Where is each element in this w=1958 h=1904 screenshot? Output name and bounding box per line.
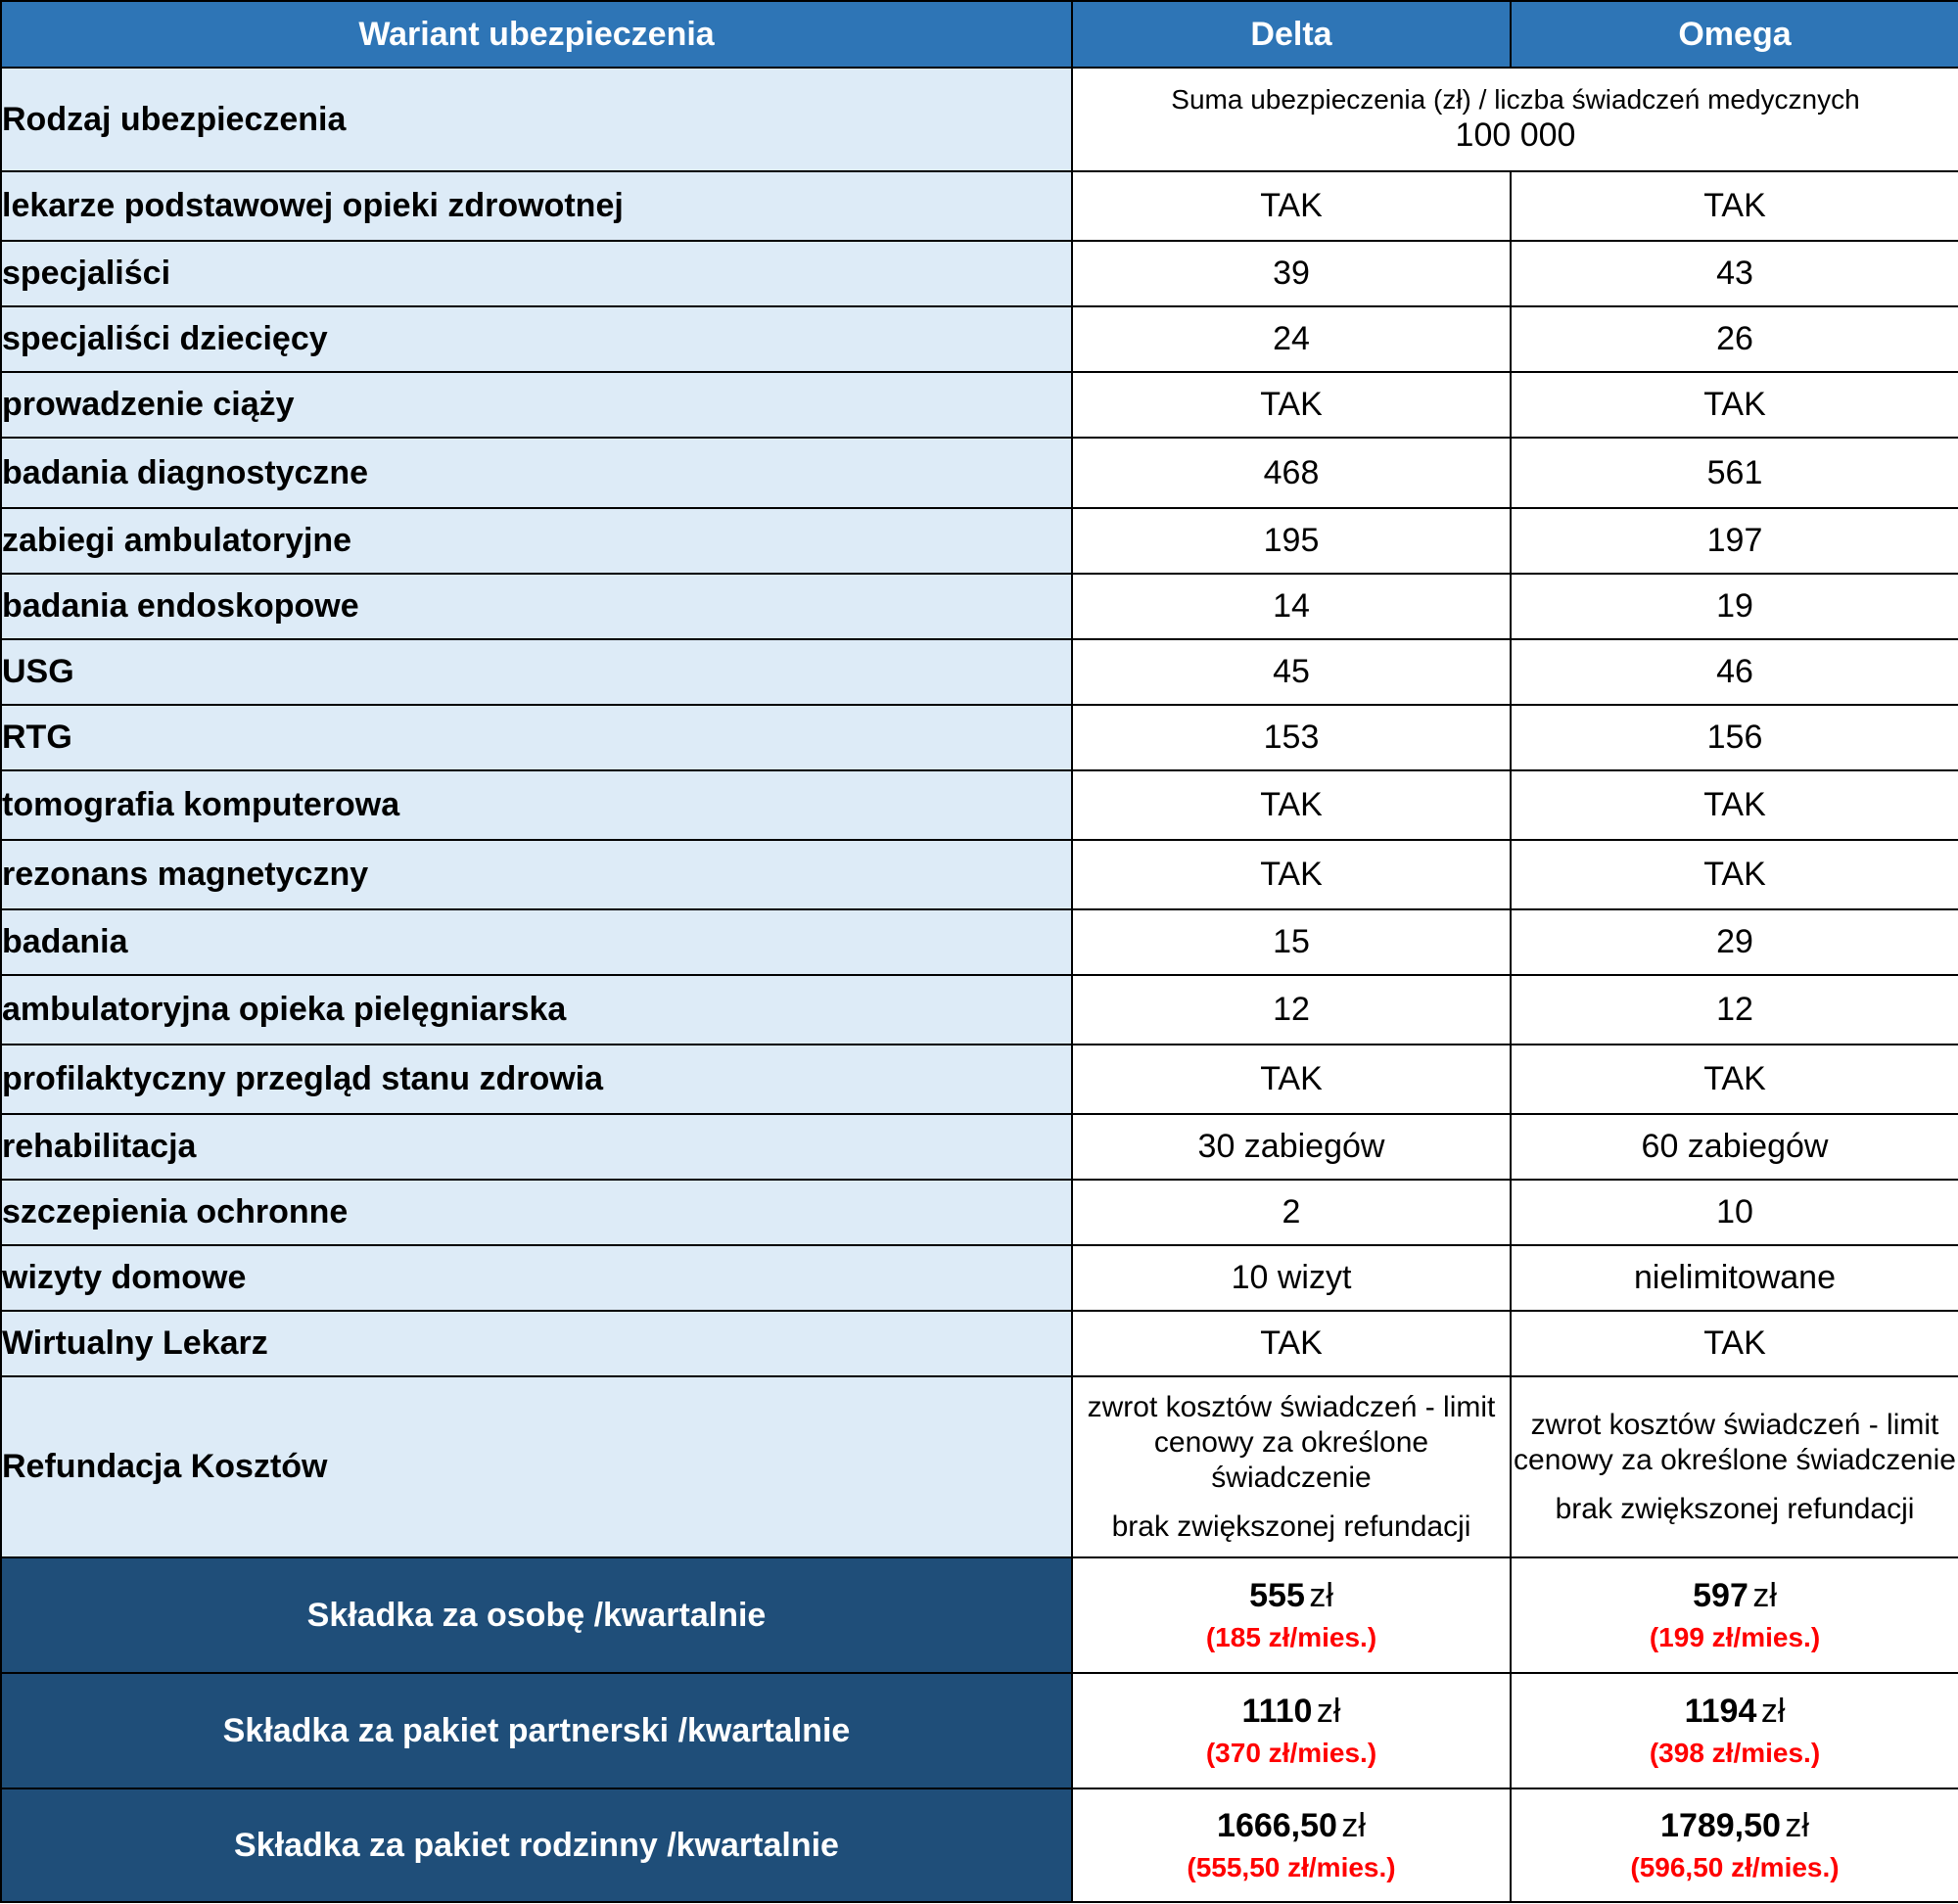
refund-row — [1, 1376, 1958, 1557]
delta-value: 153 — [1072, 705, 1511, 770]
premium-label: Składka za pakiet rodzinny /kwartalnie — [1, 1788, 1072, 1902]
premium-label: Składka za osobę /kwartalnie — [1, 1557, 1072, 1673]
omega-value: TAK — [1511, 372, 1958, 438]
delta-value: 2 — [1072, 1180, 1511, 1245]
omega-refund — [1511, 1376, 1958, 1557]
omega-value: TAK — [1511, 171, 1958, 241]
omega-value: 197 — [1511, 508, 1958, 574]
table-row — [1, 508, 1958, 574]
header-row — [1, 1, 1958, 68]
omega-value: TAK — [1511, 1311, 1958, 1376]
monthly-amount: (555,50 zł/mies.) — [1187, 1852, 1396, 1883]
delta-value: 24 — [1072, 306, 1511, 372]
row-label: prowadzenie ciąży — [1, 372, 1072, 438]
premium-amount: 1789,50 — [1660, 1807, 1781, 1845]
table-row — [1, 975, 1958, 1045]
row-label: specjaliści — [1, 241, 1072, 306]
table-row — [1, 909, 1958, 975]
row-label: badania diagnostyczne — [1, 438, 1072, 508]
row-label: rehabilitacja — [1, 1114, 1072, 1180]
table-row — [1, 438, 1958, 508]
omega-value: 12 — [1511, 975, 1958, 1045]
premium-row — [1, 1557, 1958, 1673]
premium-row — [1, 1788, 1958, 1902]
table-row — [1, 705, 1958, 770]
header-variant: Wariant ubezpieczenia — [1, 1, 1072, 68]
monthly-amount: (199 zł/mies.) — [1649, 1622, 1821, 1653]
monthly-amount: (370 zł/mies.) — [1205, 1738, 1377, 1769]
row-label: zabiegi ambulatoryjne — [1, 508, 1072, 574]
monthly-amount: (398 zł/mies.) — [1649, 1738, 1821, 1769]
omega-value: 60 zabiegów — [1511, 1114, 1958, 1180]
delta-value: TAK — [1072, 770, 1511, 840]
delta-value: TAK — [1072, 171, 1511, 241]
omega-value: 43 — [1511, 241, 1958, 306]
currency-label: zł — [1309, 1577, 1333, 1615]
row-label: lekarze podstawowej opieki zdrowotnej — [1, 171, 1072, 241]
omega-value: 156 — [1511, 705, 1958, 770]
delta-value: 195 — [1072, 508, 1511, 574]
premium-amount: 1666,50 — [1217, 1807, 1337, 1845]
table-row — [1, 241, 1958, 306]
row-label: Rodzaj ubezpieczenia — [1, 68, 1072, 171]
refund-note: brak zwiększonej refundacji — [1555, 1492, 1915, 1525]
currency-label: zł — [1752, 1577, 1777, 1615]
omega-value: 29 — [1511, 909, 1958, 975]
delta-refund — [1072, 1376, 1511, 1557]
delta-value: 39 — [1072, 241, 1511, 306]
delta-value: 12 — [1072, 975, 1511, 1045]
row-label: profilaktyczny przegląd stanu zdrowia — [1, 1045, 1072, 1114]
table-row — [1, 1245, 1958, 1311]
table-row — [1, 306, 1958, 372]
premium-amount: 1110 — [1241, 1693, 1313, 1731]
omega-value: 19 — [1511, 574, 1958, 639]
insurance-type-row — [1, 68, 1958, 171]
omega-premium — [1511, 1557, 1958, 1673]
row-label: rezonans magnetyczny — [1, 840, 1072, 909]
currency-label: zł — [1760, 1693, 1786, 1731]
delta-value: 15 — [1072, 909, 1511, 975]
table-row — [1, 372, 1958, 438]
table-row — [1, 1114, 1958, 1180]
monthly-amount: (185 zł/mies.) — [1205, 1622, 1377, 1653]
row-label: tomografia komputerowa — [1, 770, 1072, 840]
refund-description: zwrot kosztów świadczeń - limit cenowy za określone świadczenie — [1514, 1408, 1956, 1476]
delta-premium — [1072, 1788, 1511, 1902]
table-row — [1, 1180, 1958, 1245]
refund-note: brak zwiększonej refundacji — [1111, 1509, 1471, 1543]
row-label: wizyty domowe — [1, 1245, 1072, 1311]
table-row — [1, 1311, 1958, 1376]
delta-value: TAK — [1072, 1311, 1511, 1376]
delta-value: 10 wizyt — [1072, 1245, 1511, 1311]
omega-value: 46 — [1511, 639, 1958, 705]
omega-value: TAK — [1511, 840, 1958, 909]
row-label: RTG — [1, 705, 1072, 770]
currency-label: zł — [1341, 1807, 1366, 1845]
premium-label: Składka za pakiet partnerski /kwartalnie — [1, 1673, 1072, 1788]
omega-value: 10 — [1511, 1180, 1958, 1245]
omega-value: TAK — [1511, 770, 1958, 840]
delta-value: TAK — [1072, 840, 1511, 909]
row-label: USG — [1, 639, 1072, 705]
table-row — [1, 840, 1958, 909]
omega-premium — [1511, 1788, 1958, 1902]
omega-premium — [1511, 1673, 1958, 1788]
omega-value: nielimitowane — [1511, 1245, 1958, 1311]
delta-value: 468 — [1072, 438, 1511, 508]
currency-label: zł — [1785, 1807, 1809, 1845]
premium-row — [1, 1673, 1958, 1788]
delta-value: TAK — [1072, 1045, 1511, 1114]
delta-premium — [1072, 1673, 1511, 1788]
omega-value: TAK — [1511, 1045, 1958, 1114]
delta-value: 14 — [1072, 574, 1511, 639]
premium-amount: 1194 — [1684, 1693, 1757, 1731]
header-omega: Omega — [1511, 1, 1958, 68]
sum-insured-caption: Suma ubezpieczenia (zł) / liczba świadczeń medycznych — [1171, 84, 1860, 116]
omega-value: 26 — [1511, 306, 1958, 372]
header-delta: Delta — [1072, 1, 1511, 68]
delta-value: 30 zabiegów — [1072, 1114, 1511, 1180]
row-label: Wirtualny Lekarz — [1, 1311, 1072, 1376]
sum-insured-value: 100 000 — [1455, 116, 1576, 154]
row-label: specjaliści dziecięcy — [1, 306, 1072, 372]
table-row — [1, 1045, 1958, 1114]
delta-premium — [1072, 1557, 1511, 1673]
delta-value: 45 — [1072, 639, 1511, 705]
sum-insured-cell — [1072, 68, 1958, 171]
refund-description: zwrot kosztów świadczeń - limit cenowy za określone świadczenie — [1087, 1390, 1496, 1494]
premium-amount: 555 — [1249, 1577, 1305, 1615]
row-label: badania endoskopowe — [1, 574, 1072, 639]
row-label: szczepienia ochronne — [1, 1180, 1072, 1245]
table-row — [1, 574, 1958, 639]
premium-amount: 597 — [1693, 1577, 1748, 1615]
row-label: badania — [1, 909, 1072, 975]
monthly-amount: (596,50 zł/mies.) — [1630, 1852, 1840, 1883]
row-label: ambulatoryjna opieka pielęgniarska — [1, 975, 1072, 1045]
currency-label: zł — [1316, 1693, 1341, 1731]
omega-value: 561 — [1511, 438, 1958, 508]
table-row — [1, 171, 1958, 241]
table-row — [1, 770, 1958, 840]
delta-value: TAK — [1072, 372, 1511, 438]
table-row — [1, 639, 1958, 705]
row-label: Refundacja Kosztów — [1, 1376, 1072, 1557]
